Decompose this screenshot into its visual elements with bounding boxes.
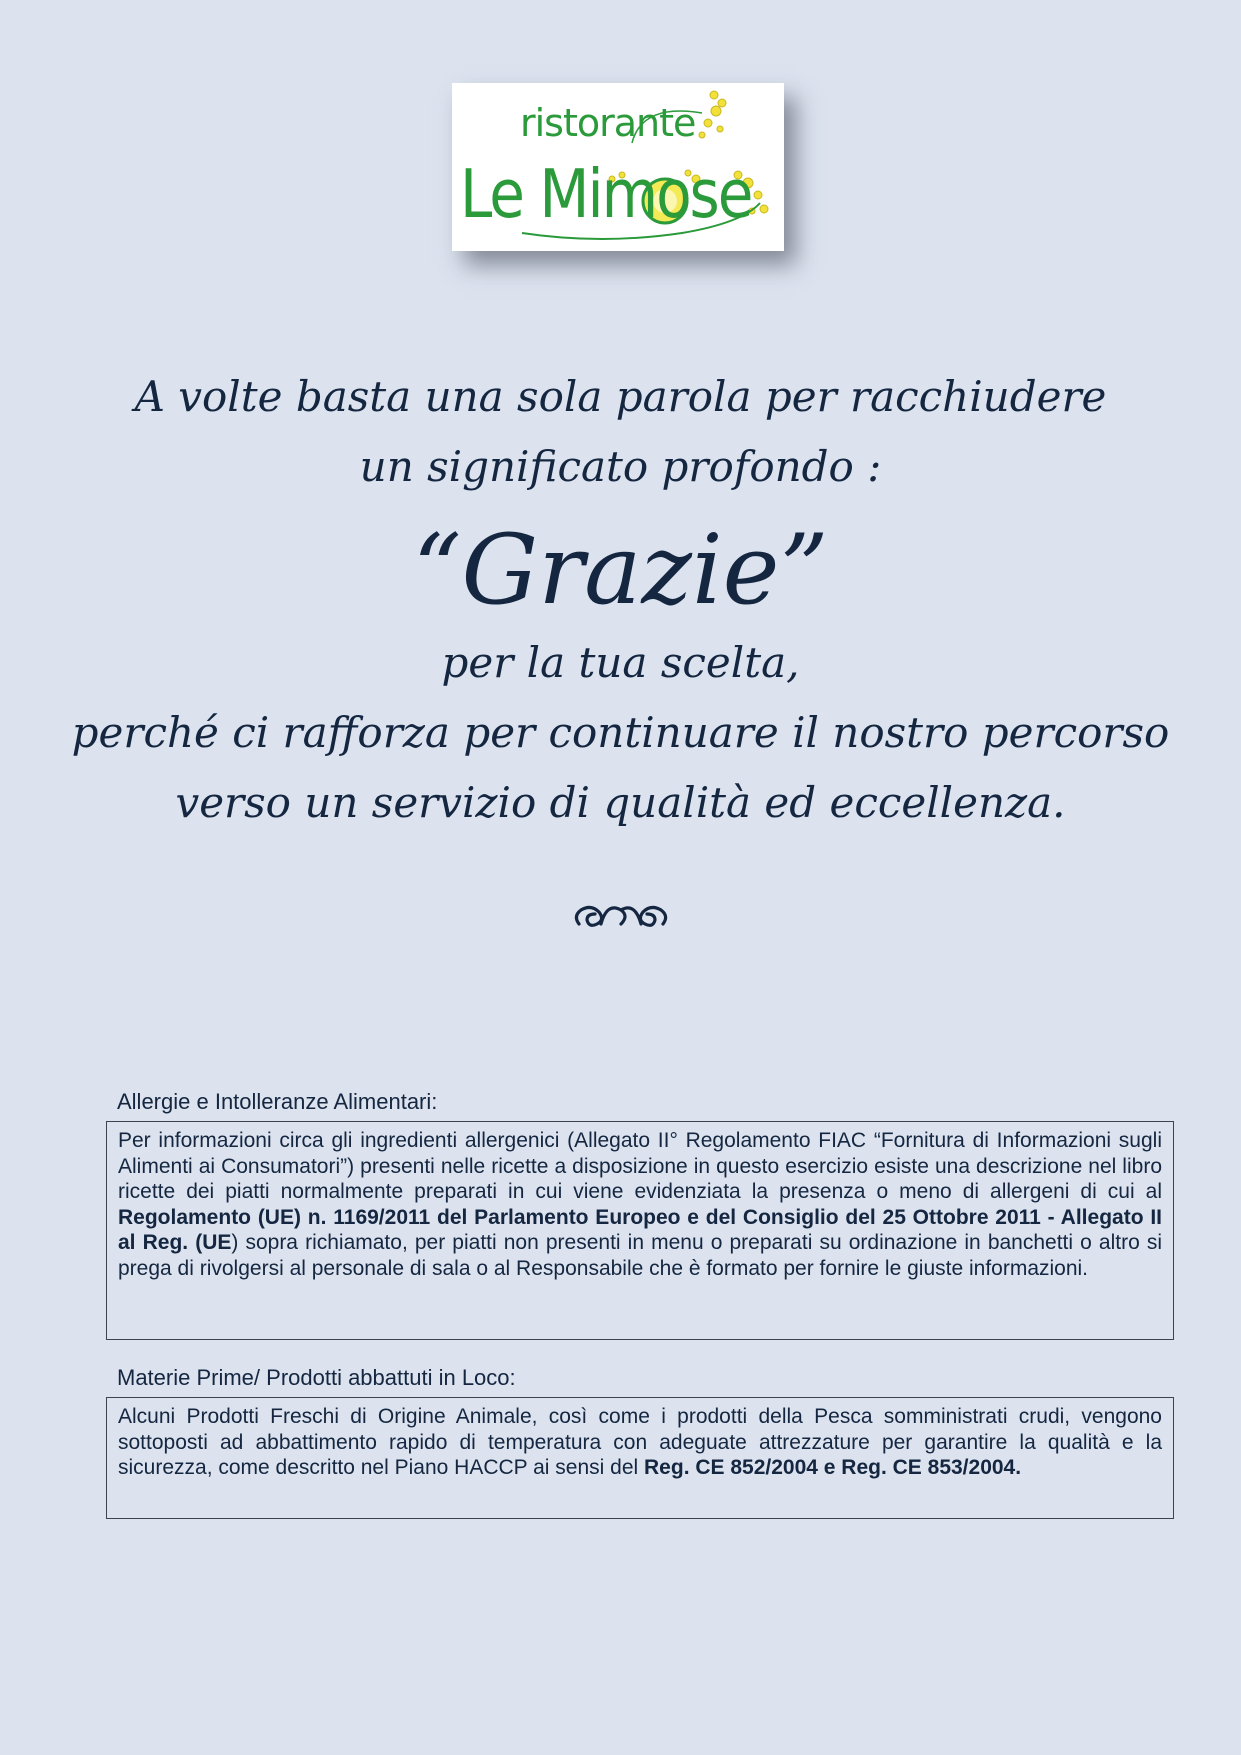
allergies-text-1: Per informazioni circa gli ingredienti allergenici (Allegato II° Regolamento FIAC “Fornitura di Informazioni sugli Alimenti ai Consumatori”) presenti nelle ricette a disposizione in questo esercizio esiste una descrizione nel libro ricette dei piatti normalmente preparati in cui viene evidenziata la presenza o meno di allergeni di cui al bbox=[118, 1129, 1162, 1204]
logo-text-ristorante: ristorante bbox=[520, 101, 696, 145]
message-line-5: verso un servizio di qualità ed eccellenza. bbox=[175, 778, 1066, 827]
allergies-heading: Allergie e Intolleranze Alimentari: bbox=[117, 1089, 438, 1114]
materie-prime-text: Alcuni Prodotti Freschi di Origine Animale, così come i prodotti della Pesca somministrati crudi, vengono sottoposti ad abbattimento rapido di temperatura con adeguate attrezzature per garantire la qualità e la sicurezza, come descritto nel Piano HACCP ai sensi del bbox=[118, 1405, 1162, 1480]
message-line-4: perché ci rafforza per continuare il nostro percorso bbox=[71, 708, 1170, 757]
materie-prime-info-box bbox=[106, 1397, 1174, 1519]
materie-prime-heading: Materie Prime/ Prodotti abbattuti in Loco: bbox=[117, 1365, 516, 1390]
message-line-2: un significato profondo : bbox=[359, 442, 882, 491]
restaurant-logo bbox=[452, 83, 784, 251]
allergies-info-box bbox=[106, 1121, 1174, 1340]
allergies-text-2: ) sopra richiamato, per piatti non presenti in menu o preparati su ordinazione in banchetti o altro si prega di rivolgersi al personale di sala o al Responsabile che è formato per fornire le giuste informazioni. bbox=[118, 1231, 1163, 1280]
fleuron-ornament-icon bbox=[0, 896, 1241, 935]
message-line-1: A volte basta una sola parola per racchiudere bbox=[134, 372, 1107, 421]
materie-prime-regulation-reference: Reg. CE 852/2004 e Reg. CE 853/2004. bbox=[644, 1456, 1022, 1480]
allergies-regulation-reference: Regolamento (UE) n. 1169/2011 del Parlamento Europeo e del Consiglio del 25 Ottobre 2011 - Allegato II al Reg. (UE bbox=[118, 1205, 1162, 1255]
message-line-3: per la tua scelta, bbox=[441, 638, 800, 687]
message-highlight-grazie: “Grazie” bbox=[412, 514, 829, 626]
logo-text-le-mimose: Le Mimose bbox=[460, 155, 752, 234]
